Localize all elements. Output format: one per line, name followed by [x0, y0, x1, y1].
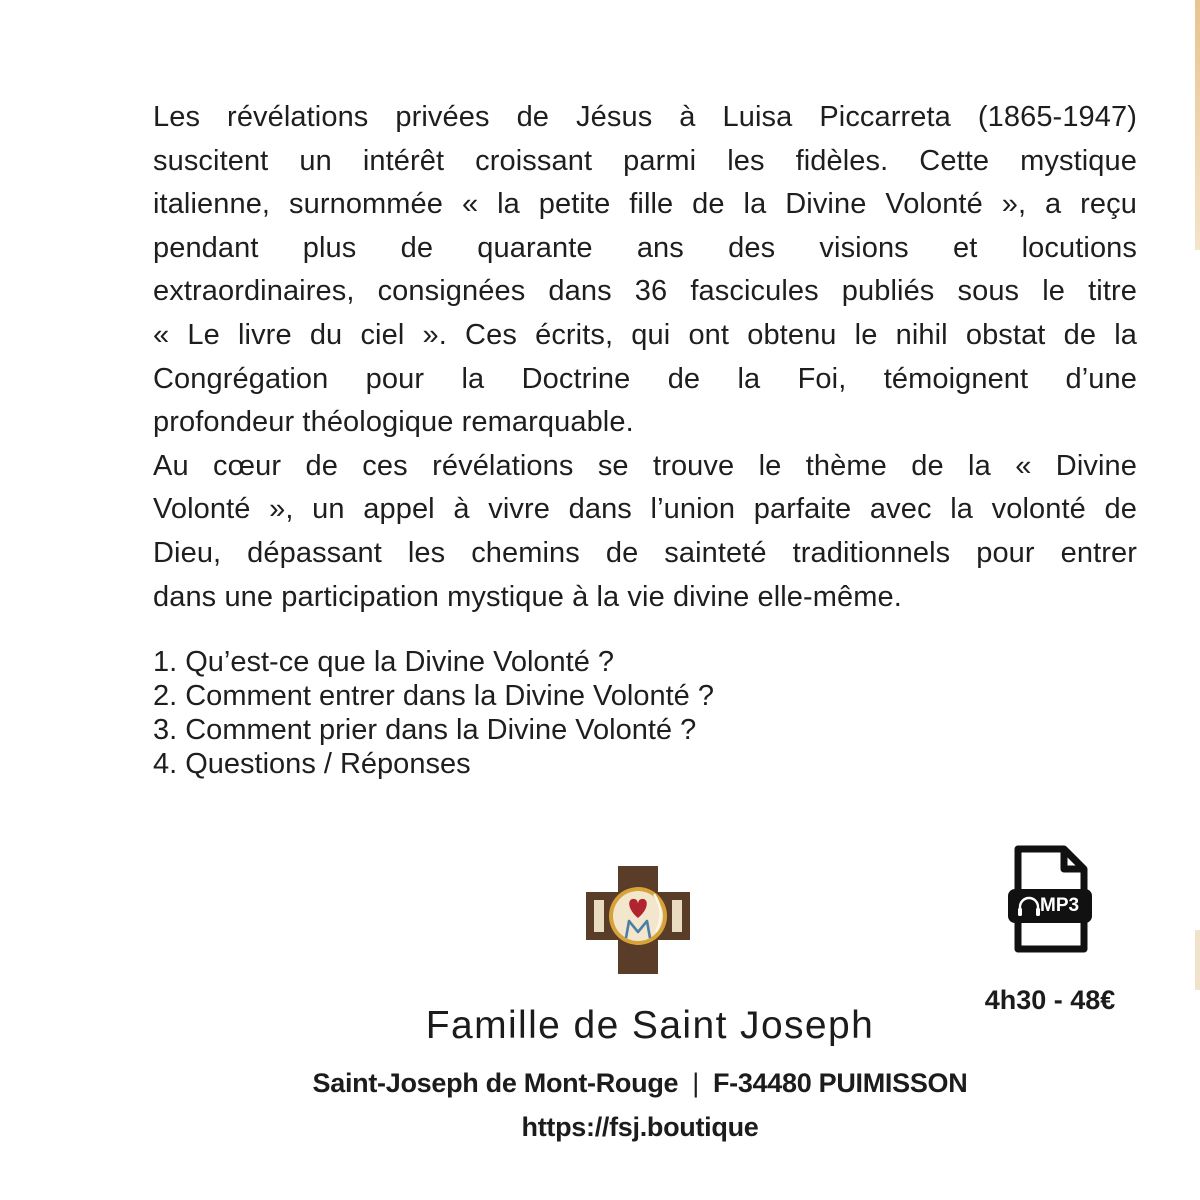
publisher-address — [240, 1068, 1040, 1099]
cross-heart-m-logo — [586, 866, 690, 974]
description-line: pendant plus de quarante ans des visions et locutions — [153, 231, 1137, 264]
description-line: extraordinaires, consignées dans 36 fascicules publiés sous le titre — [153, 275, 1137, 308]
chapter-item: 2. Comment entrer dans la Divine Volonté ? — [153, 680, 714, 712]
address-locality: Saint-Joseph de Mont-Rouge — [312, 1068, 679, 1098]
edge-accent-low — [1195, 930, 1200, 990]
mp3-label: MP3 — [1040, 895, 1080, 916]
description-line: Au cœur de ces révélations se trouve le thème de la « Divine — [153, 449, 1137, 482]
description-line: Dieu, dépassant les chemins de sainteté traditionnels pour entrer — [153, 536, 1137, 569]
publisher-url[interactable]: https://fsj.boutique — [521, 1112, 759, 1142]
duration-price: 4h30 - 48€ — [984, 985, 1116, 1015]
description-line: profondeur théologique remarquable. — [153, 406, 634, 439]
chapter-item: 3. Comment prier dans la Divine Volonté ? — [153, 714, 697, 746]
description-line: Congrégation pour la Doctrine de la Foi, témoignent d’une — [153, 362, 1137, 395]
address-postal: F-34480 PUIMISSON — [712, 1068, 968, 1098]
chapter-list — [153, 645, 1053, 781]
description-line: « Le livre du ciel ». Ces écrits, qui ont obtenu le nihil obstat de la — [153, 318, 1137, 351]
description-line: suscitent un intérêt croissant parmi les fidèles. Cette mystique — [153, 144, 1137, 177]
description-line: Les révélations privées de Jésus à Luisa Piccarreta (1865-1947) — [153, 101, 1137, 133]
description-line: italienne, surnommée « la petite fille de la Divine Volonté », a reçu — [153, 188, 1137, 221]
address-separator: | — [692, 1068, 699, 1098]
description — [153, 96, 1137, 619]
chapter-item: 1. Qu’est-ce que la Divine Volonté ? — [153, 646, 615, 678]
description-line: Volonté », un appel à vivre dans l’union parfaite avec la volonté de — [153, 493, 1137, 526]
chapter-item: 4. Questions / Réponses — [153, 748, 471, 780]
description-line: dans une participation mystique à la vie divine elle-même. — [153, 580, 902, 613]
publisher-name: Famille de Saint Joseph — [425, 1004, 875, 1047]
edge-accent — [1195, 0, 1200, 250]
